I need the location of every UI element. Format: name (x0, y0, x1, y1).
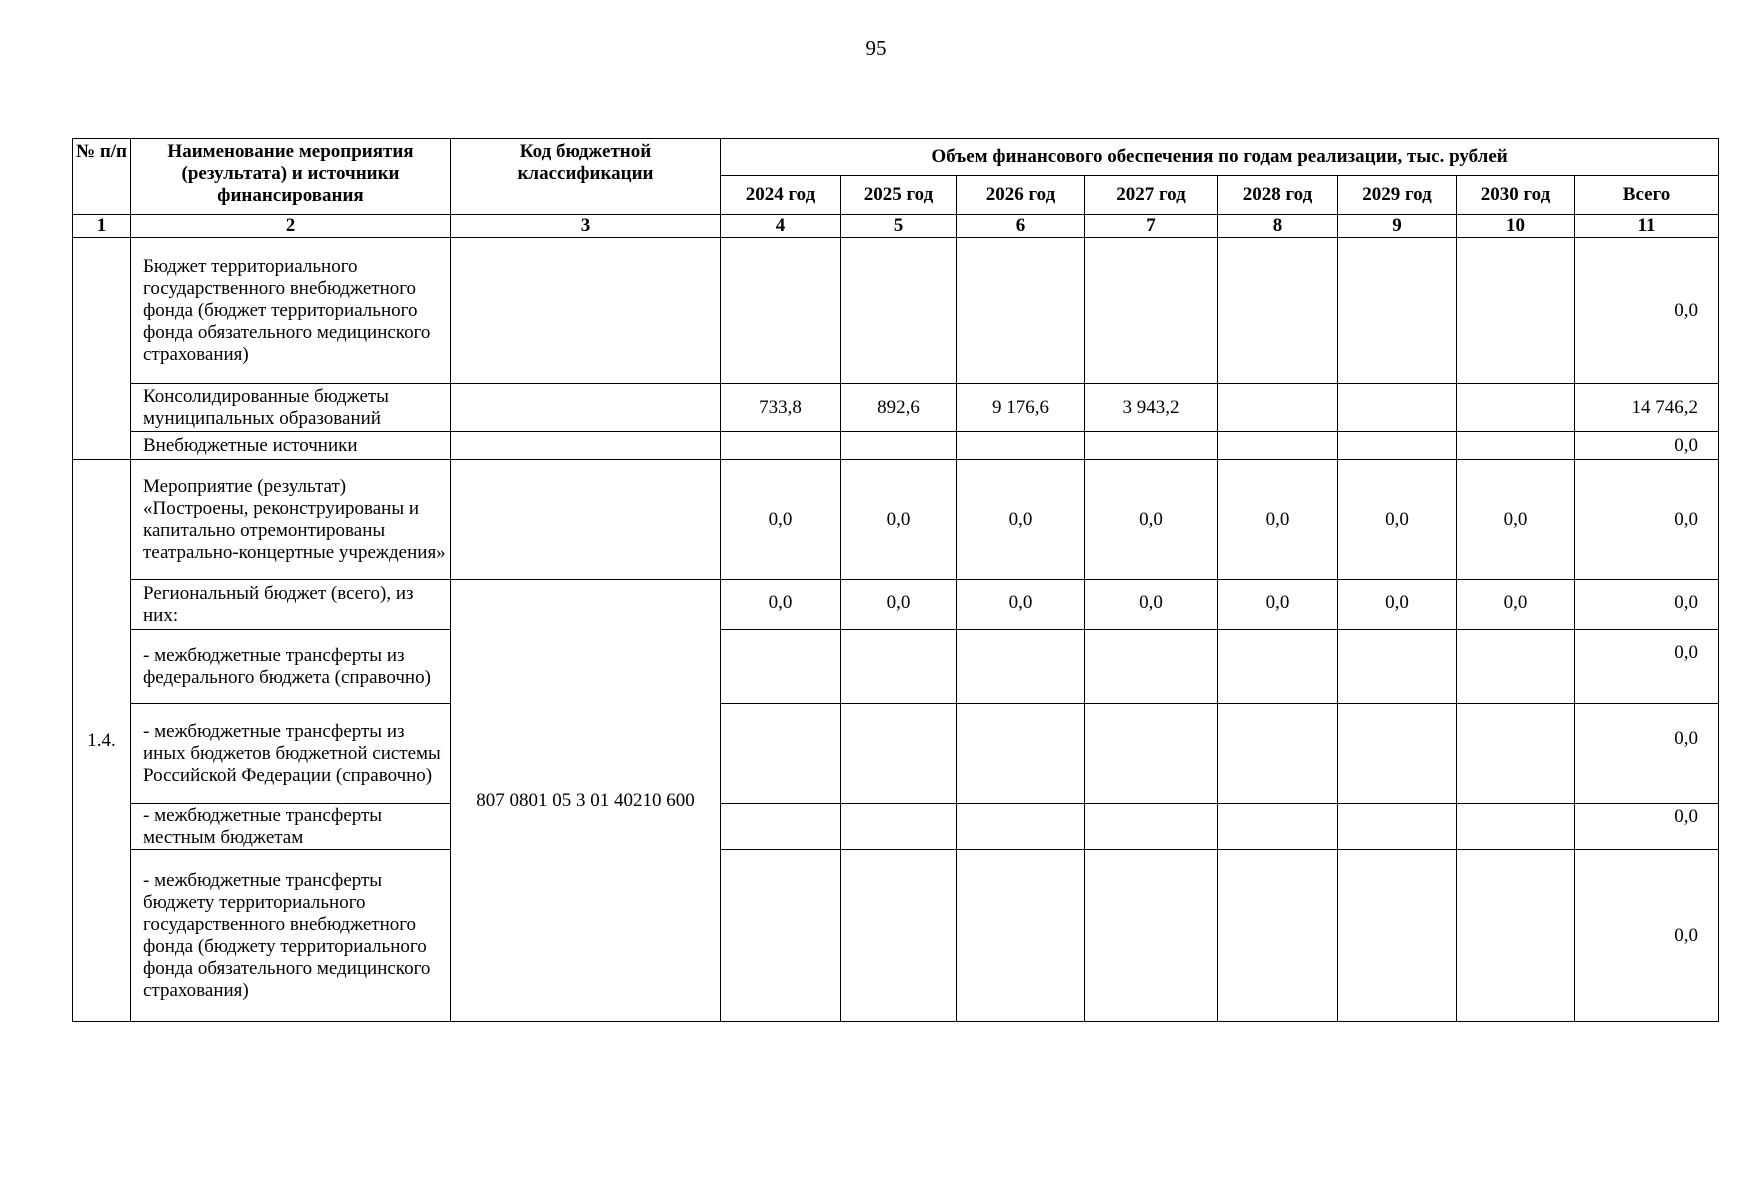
row-name: - межбюджетные трансферты из федерального бюджета (справочно) (131, 630, 451, 704)
value-2028 (1218, 850, 1338, 1022)
header-name: Наименование мероприятия (результата) и источники финансирования (131, 139, 451, 215)
value-2026: 0,0 (957, 460, 1085, 580)
value-2029 (1338, 850, 1457, 1022)
value-2027 (1085, 238, 1218, 384)
value-2029 (1338, 804, 1457, 850)
value-total: 0,0 (1575, 630, 1719, 704)
value-2028 (1218, 704, 1338, 804)
value-2027 (1085, 704, 1218, 804)
column-index: 4 (721, 215, 841, 238)
value-2029 (1338, 384, 1457, 432)
table-row (73, 432, 1719, 460)
value-2029: 0,0 (1338, 460, 1457, 580)
value-2030 (1457, 630, 1575, 704)
value-2026 (957, 630, 1085, 704)
value-total: 0,0 (1575, 460, 1719, 580)
value-total: 0,0 (1575, 238, 1719, 384)
value-2029: 0,0 (1338, 580, 1457, 630)
table-row (73, 704, 1719, 804)
value-2028: 0,0 (1218, 580, 1338, 630)
value-2024 (721, 704, 841, 804)
value-2027: 0,0 (1085, 580, 1218, 630)
table-row (73, 630, 1719, 704)
value-2026 (957, 238, 1085, 384)
budget-classification-code: 807 0801 05 3 01 40210 600 (451, 580, 721, 1022)
value-total: 0,0 (1575, 804, 1719, 850)
column-index: 7 (1085, 215, 1218, 238)
table-row (73, 238, 1719, 384)
value-total: 0,0 (1575, 432, 1719, 460)
header-code: Код бюджетной классификации (451, 139, 721, 215)
column-index: 5 (841, 215, 957, 238)
header-total: Всего (1575, 176, 1719, 215)
column-index: 11 (1575, 215, 1719, 238)
row-code (451, 460, 721, 580)
value-2024: 0,0 (721, 580, 841, 630)
value-2030 (1457, 704, 1575, 804)
value-total: 0,0 (1575, 580, 1719, 630)
header-year-2024: 2024 год (721, 176, 841, 215)
column-index: 6 (957, 215, 1085, 238)
value-2028 (1218, 804, 1338, 850)
row-name: Региональный бюджет (всего), из них: (131, 580, 451, 630)
value-2027: 3 943,2 (1085, 384, 1218, 432)
header-num: № п/п (73, 139, 131, 215)
value-2024 (721, 238, 841, 384)
value-2025 (841, 630, 957, 704)
header-year-2026: 2026 год (957, 176, 1085, 215)
value-2024 (721, 804, 841, 850)
row-number (73, 238, 131, 460)
column-index: 9 (1338, 215, 1457, 238)
value-2030 (1457, 432, 1575, 460)
value-2028 (1218, 630, 1338, 704)
column-index: 2 (131, 215, 451, 238)
value-2029 (1338, 238, 1457, 384)
value-2030: 0,0 (1457, 460, 1575, 580)
page-number: 95 (865, 36, 887, 60)
row-code (451, 432, 721, 460)
column-index: 8 (1218, 215, 1338, 238)
value-2027 (1085, 804, 1218, 850)
value-2026 (957, 432, 1085, 460)
value-2027 (1085, 630, 1218, 704)
value-2026 (957, 704, 1085, 804)
table-row (73, 384, 1719, 432)
table-row (73, 850, 1719, 1022)
value-2030: 0,0 (1457, 580, 1575, 630)
table-row (73, 460, 1719, 580)
value-2025 (841, 804, 957, 850)
row-name: Бюджет территориального государственного внебюджетного фонда (бюджет территориального фонда обязательного медицинского страхования) (131, 238, 451, 384)
row-name: Внебюджетные источники (131, 432, 451, 460)
value-2026: 0,0 (957, 580, 1085, 630)
value-2025 (841, 850, 957, 1022)
value-2025: 892,6 (841, 384, 957, 432)
value-total: 0,0 (1575, 704, 1719, 804)
value-2028 (1218, 238, 1338, 384)
budget-table (72, 138, 1719, 1022)
row-name: - межбюджетные трансферты местным бюджетам (131, 804, 451, 850)
row-name: - межбюджетные трансферты из иных бюджетов бюджетной системы Российской Федерации (справочно) (131, 704, 451, 804)
value-2024 (721, 630, 841, 704)
value-2030 (1457, 238, 1575, 384)
header-year-2025: 2025 год (841, 176, 957, 215)
row-name: Консолидированные бюджеты муниципальных образований (131, 384, 451, 432)
header-year-2030: 2030 год (1457, 176, 1575, 215)
value-2025 (841, 238, 957, 384)
value-2027 (1085, 432, 1218, 460)
value-2029 (1338, 704, 1457, 804)
value-2024: 733,8 (721, 384, 841, 432)
row-code (451, 238, 721, 384)
value-2029 (1338, 630, 1457, 704)
value-2025: 0,0 (841, 580, 957, 630)
value-2024 (721, 850, 841, 1022)
value-2027 (1085, 850, 1218, 1022)
column-index-row (73, 215, 1719, 238)
value-2030 (1457, 384, 1575, 432)
value-2026 (957, 804, 1085, 850)
column-index: 1 (73, 215, 131, 238)
value-2025: 0,0 (841, 460, 957, 580)
row-name: Мероприятие (результат) «Построены, реконструированы и капитально отремонтированы театрально-концертные учреждения» (131, 460, 451, 580)
table-row (73, 580, 1719, 630)
value-2025 (841, 432, 957, 460)
header-year-2029: 2029 год (1338, 176, 1457, 215)
row-number: 1.4. (73, 460, 131, 1022)
value-2024: 0,0 (721, 460, 841, 580)
value-2024 (721, 432, 841, 460)
header-funding-group: Объем финансового обеспечения по годам реализации, тыс. рублей (721, 139, 1719, 176)
column-index: 3 (451, 215, 721, 238)
value-total: 0,0 (1575, 850, 1719, 1022)
row-code (451, 384, 721, 432)
value-2028: 0,0 (1218, 460, 1338, 580)
table-row (73, 804, 1719, 850)
value-2030 (1457, 804, 1575, 850)
value-total: 14 746,2 (1575, 384, 1719, 432)
value-2028 (1218, 432, 1338, 460)
value-2026 (957, 850, 1085, 1022)
value-2027: 0,0 (1085, 460, 1218, 580)
value-2028 (1218, 384, 1338, 432)
header-year-2028: 2028 год (1218, 176, 1338, 215)
value-2029 (1338, 432, 1457, 460)
value-2030 (1457, 850, 1575, 1022)
column-index: 10 (1457, 215, 1575, 238)
header-year-2027: 2027 год (1085, 176, 1218, 215)
value-2025 (841, 704, 957, 804)
row-name: - межбюджетные трансферты бюджету территориального государственного внебюджетного фонда (бюджету территориального фонда обязательного медицинского страхования) (131, 850, 451, 1022)
value-2026: 9 176,6 (957, 384, 1085, 432)
